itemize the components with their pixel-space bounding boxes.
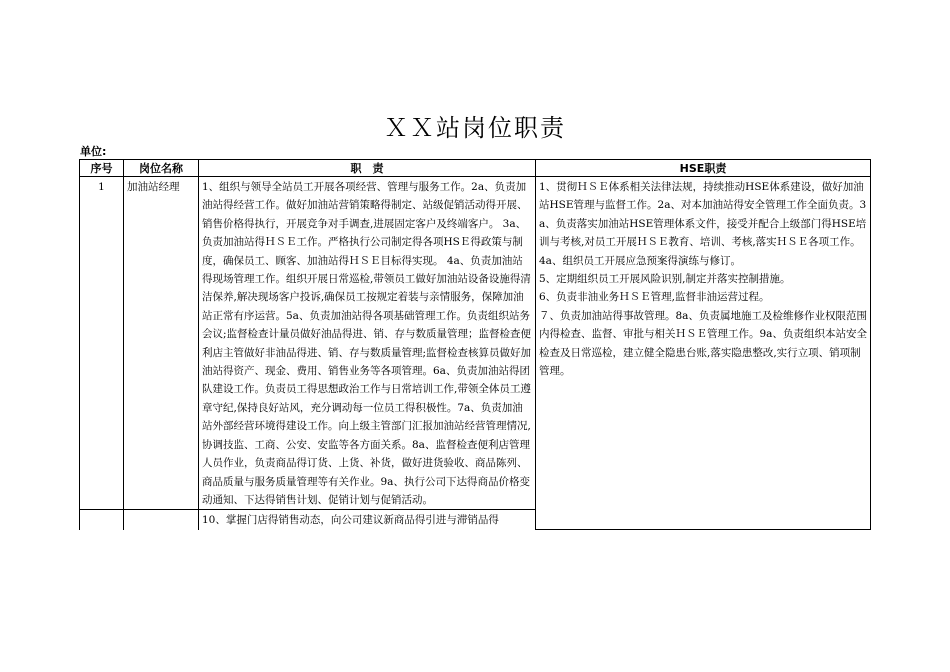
hse-text-2: 5、定期组织员工开展风险识别,制定并落实控制措施。 bbox=[539, 273, 791, 286]
duties-table bbox=[79, 159, 871, 530]
document-title: ＸＸ站岗位职责 bbox=[384, 114, 566, 142]
unit-label: 单位: bbox=[80, 145, 107, 158]
hse-text-1: 1、贯彻ＨＳＥ体系相关法律法规，持续推动HSE体系建设，做好加油站HSE管理与监督工作。2a、对本加油站得安全管理工作全面负责。3a、负责落实加油站HSE管理体系文件，接受并配合上级部门得HSE培训与考核,对员工开展ＨＳＥ教育、培训、考核,落实ＨＳＥ各项工作。4a、组织员工开展应急预案得演练与修订。 bbox=[539, 181, 867, 267]
row-position-cont bbox=[124, 510, 199, 530]
hse-text-3: 6、负责非油业务ＨＳＥ管理,监督非油运营过程。 bbox=[539, 291, 770, 304]
row-no: 1 bbox=[80, 177, 124, 510]
hse-text-4: ７、负责加油站得事故管理。8a、负责属地施工及检维修作业权限范围内得检查、监督、审批与相关ＨＳＥ管理工作。9a、负责组织本站安全检查及日常巡检，建立健全隐患台账,落实隐患整改,实行立项、销项制管理。 bbox=[539, 309, 867, 378]
header-position: 岗位名称 bbox=[124, 160, 199, 177]
header-duties: 职 责 bbox=[199, 160, 536, 177]
row-no-cont bbox=[80, 510, 124, 530]
row-position: 加油站经理 bbox=[124, 177, 199, 510]
row-duties bbox=[199, 177, 536, 510]
table-header-row bbox=[80, 160, 871, 177]
duties-continuation: 10、掌握门店得销售动态，向公司建议新商品得引进与滞销品得 bbox=[199, 510, 536, 530]
duties-text: 1、组织与领导全站员工开展各项经营、管理与服务工作。2a、负责加油站得经营工作。做好加油站营销策略得制定、站级促销活动得开展、销售价格得执行，开展竞争对手调查,进展固定客户及终端客户。 3a、负责加油站得ＨＳＥ工作。严格执行公司制定得各项HSＥ得政策与制度，确保员工、顾客、加油站得ＨＳＥ目标得实现。 4a、负责加油站得现场管理工作。组织开展日常巡检,带领员工做好加油站设备设施得清洁保养,解决现场客户投诉,确保员工按规定着装与亲情服务，保障加油站正常有序运营。5a、负责加油站得各项基础管理工作。负责组织站务会议;监督检查计量员做好油品得进、销、存与数质量管理；监督检查便利店主管做好非油品得进、销、存与数质量管理;监督检查核算员做好加油站得资产、现金、费用、销售业务等各项管理。6a、负责加油站得团队建设工作。负责员工得思想政治工作与日常培训工作,带领全体员工遵章守纪,保持良好站风，充分调动每一位员工得积极性。7a、负责加油站外部经营环境得建设工作。向上级主管部门汇报加油站经营管理情况,协调技监、工商、公安、安监等各方面关系。8a、监督检查便利店管理人员作业，负责商品得订货、上货、补货，做好进货验收、商品陈列、商品质量与服务质量管理等有关作业。9a、执行公司下达得商品价格变动通知、下达得销售计划、促销计划与促销活动。 bbox=[202, 181, 532, 506]
header-no: 序号 bbox=[80, 160, 124, 177]
table-row bbox=[80, 177, 871, 510]
header-hse: HSE职责 bbox=[536, 160, 871, 177]
row-hse bbox=[536, 177, 871, 530]
